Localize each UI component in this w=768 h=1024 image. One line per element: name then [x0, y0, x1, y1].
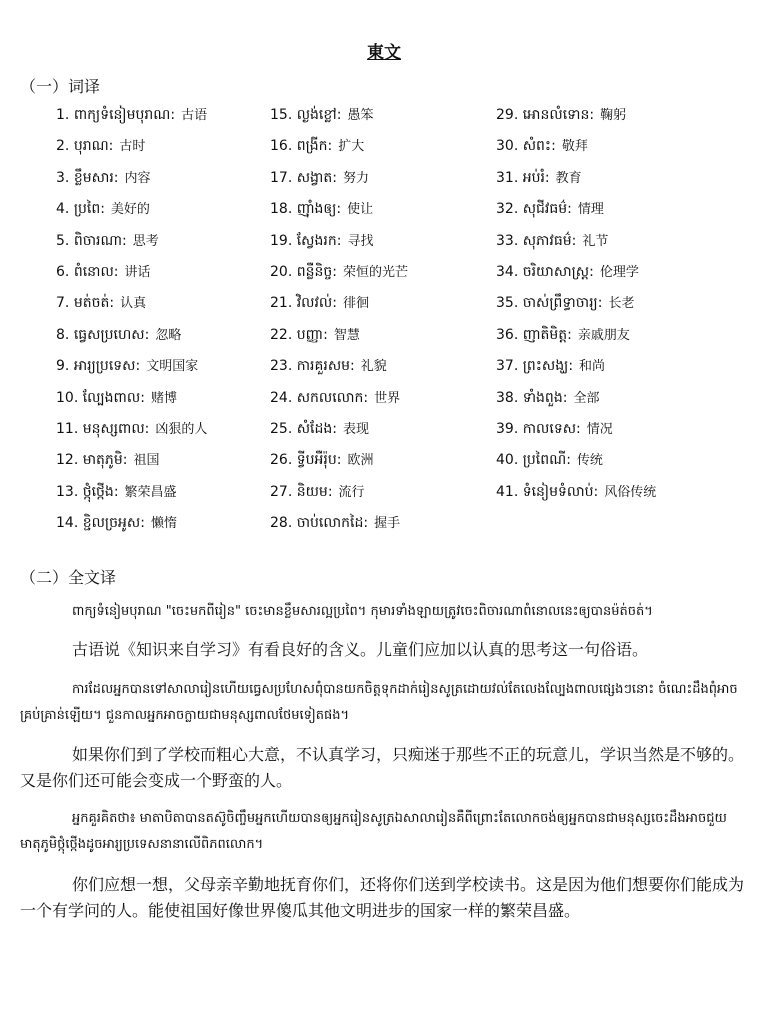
vocabulary-number: 11. [56, 420, 79, 437]
vocabulary-item [496, 131, 656, 162]
vocabulary-khmer-term: អារ្យប្រទេស: [73, 358, 141, 375]
vocabulary-chinese-translation: 讲话 [124, 264, 151, 280]
vocabulary-khmer-term: សំដែង: [296, 420, 337, 437]
vocabulary-item [496, 414, 656, 445]
vocabulary-number: 25. [270, 420, 293, 437]
vocabulary-chinese-translation: 扩大 [338, 139, 365, 155]
vocabulary-number: 39. [496, 420, 519, 437]
vocabulary-chinese-translation: 凶狠的人 [155, 421, 208, 437]
vocabulary-number: 22. [270, 326, 293, 343]
vocabulary-number: 24. [270, 389, 293, 406]
vocabulary-item [270, 257, 408, 288]
vocabulary-khmer-term: ថ្កុំថ្កើង: [82, 483, 119, 500]
vocabulary-item [496, 100, 656, 131]
vocabulary-item [496, 194, 656, 225]
vocabulary-chinese-translation: 欧洲 [347, 453, 374, 469]
vocabulary-item [56, 257, 207, 288]
vocabulary-khmer-term: ធ្វេសប្រហេស: [73, 326, 150, 343]
vocabulary-chinese-translation: 认真 [120, 296, 147, 312]
vocabulary-chinese-translation: 流行 [338, 484, 365, 500]
vocabulary-number: 40. [496, 452, 519, 469]
vocabulary-item [270, 100, 408, 131]
vocabulary-khmer-term: ព្រះសង្ឃ: [522, 358, 574, 375]
vocabulary-number: 7. [56, 295, 70, 312]
vocabulary-khmer-term: ចរិយាសាស្ត្រ: [522, 263, 594, 280]
vocabulary-chinese-translation: 赌博 [150, 390, 177, 406]
vocabulary-number: 32. [496, 201, 519, 218]
vocabulary-item [270, 194, 408, 225]
vocabulary-chinese-translation: 徘徊 [342, 296, 369, 312]
vocabulary-item [270, 226, 408, 257]
vocabulary-chinese-translation: 祖国 [133, 453, 160, 469]
vocabulary-khmer-term: ញ៉ាំងឲ្យ: [296, 201, 342, 218]
vocabulary-number: 21. [270, 295, 293, 312]
vocabulary-number: 29. [496, 107, 519, 123]
vocabulary-number: 35. [496, 295, 519, 312]
vocabulary-khmer-term: បញ្ញា: [296, 326, 328, 343]
vocabulary-khmer-term: បុរាណ: [73, 138, 114, 155]
vocabulary-number: 23. [270, 358, 293, 375]
vocabulary-number: 27. [270, 483, 293, 500]
vocabulary-number: 8. [56, 326, 70, 343]
vocabulary-item [496, 383, 656, 414]
vocabulary-khmer-term: ទំនៀមទំលាប់: [522, 483, 599, 500]
vocabulary-item [56, 194, 207, 225]
vocabulary-item [270, 351, 408, 382]
vocabulary-chinese-translation: 美好的 [110, 202, 150, 218]
vocabulary-column-2 [270, 100, 408, 539]
vocabulary-chinese-translation: 使让 [347, 202, 374, 218]
vocabulary-chinese-translation: 世界 [374, 390, 401, 406]
vocabulary-number: 9. [56, 358, 70, 375]
vocabulary-chinese-translation: 伦理学 [599, 264, 639, 280]
vocabulary-column-3 [496, 100, 656, 508]
vocabulary-khmer-term: ខ្ជិលច្រអូស: [82, 515, 145, 532]
vocabulary-column-1 [56, 100, 207, 539]
vocabulary-chinese-translation: 古时 [119, 139, 146, 155]
vocabulary-number: 13. [56, 483, 79, 500]
vocabulary-chinese-translation: 文明国家 [146, 359, 199, 375]
vocabulary-chinese-translation: 情理 [577, 202, 604, 218]
vocabulary-khmer-term: ទ្វីបអឺរ៉ុប: [296, 452, 342, 469]
vocabulary-chinese-translation: 繁荣昌盛 [124, 484, 177, 500]
vocabulary-item [270, 131, 408, 162]
vocabulary-khmer-term: ប្រពៃណី: [522, 452, 571, 469]
vocabulary-item [56, 226, 207, 257]
vocabulary-khmer-term: ចាស់ព្រឹទ្ធាចារ្យ: [522, 295, 603, 312]
vocabulary-number: 1. [56, 107, 70, 123]
vocabulary-chinese-translation: 礼貌 [360, 359, 387, 375]
vocabulary-chinese-translation: 寻找 [347, 233, 374, 249]
vocabulary-chinese-translation: 传统 [576, 453, 603, 469]
vocabulary-number: 18. [270, 201, 293, 218]
vocabulary-item [496, 288, 656, 319]
vocabulary-khmer-term: ប្រពៃ: [73, 201, 105, 218]
vocabulary-number: 14. [56, 515, 79, 532]
vocabulary-chinese-translation: 情况 [586, 421, 613, 437]
vocabulary-chinese-translation: 握手 [374, 516, 401, 532]
vocabulary-item [496, 163, 656, 194]
vocabulary-chinese-translation: 和尚 [579, 359, 606, 375]
vocabulary-item [56, 320, 207, 351]
vocabulary-number: 31. [496, 169, 519, 186]
vocabulary-khmer-term: ទាំងពួង: [522, 389, 568, 406]
paragraph-khmer-2: ការដែលអ្នកបានទៅសាលារៀនហើយធ្វេសប្រហែសពុំបានយកចិត្តទុកដាក់រៀនសូត្រដោយវល់តែលេងល្បែងពាលផ្សេងៗនោះ ចំណេះដឹងពុំអាចគ្រប់គ្រាន់ឡើយ។ ជួនកាលអ្នកអាចក្លាយជាមនុស្សពាលថែមទៀតផង។ [20, 682, 738, 723]
vocabulary-chinese-translation: 努力 [342, 170, 369, 186]
vocabulary-khmer-term: ញាតិមិត្ត: [522, 326, 572, 343]
paragraph-chinese-3: 你们应想一想，父母亲辛勤地抚育你们，还将你们送到学校读书。这是因为他们想要你们能成为一个有学问的人。能使祖国好像世界傻瓜其他文明进步的国家一样的繁荣昌盛。 [20, 875, 745, 920]
vocabulary-number: 38. [496, 389, 519, 406]
vocabulary-item [270, 383, 408, 414]
vocabulary-khmer-term: សុភាវធម៌: [522, 232, 577, 249]
vocabulary-khmer-term: ពិចារណា: [73, 232, 127, 249]
vocabulary-number: 16. [270, 138, 293, 155]
vocabulary-item [56, 383, 207, 414]
vocabulary-khmer-term: សុជីវធម៌: [522, 201, 572, 218]
vocabulary-khmer-term: ការគួរសម: [296, 358, 355, 375]
vocabulary-item [56, 100, 207, 131]
vocabulary-khmer-term: ពង្រីក: [296, 138, 333, 155]
vocabulary-chinese-translation: 亲戚朋友 [577, 327, 630, 343]
vocabulary-number: 19. [270, 232, 293, 249]
vocabulary-item [56, 351, 207, 382]
vocabulary-number: 2. [56, 138, 70, 155]
paragraph-khmer-3: អ្នកគួរគិតថា៖ មាតាបិតាបានតស៊ូចិញ្ចឹមអ្នកហើយបានឲ្យអ្នករៀនសូត្រឯសាលារៀនគឺពីព្រោះតែលោកចង់ឲ្យអ្នកបានជាមនុស្សចេះដឹងអាចជួយមាតុភូមិថ្កុំថ្កើងដូចអារ្យប្រទេសនានាលើពិភពលោក។ [20, 811, 727, 852]
vocabulary-number: 37. [496, 358, 519, 375]
vocabulary-chinese-translation: 教育 [555, 170, 582, 186]
vocabulary-item [270, 414, 408, 445]
vocabulary-chinese-translation: 内容 [124, 170, 151, 186]
vocabulary-item [496, 320, 656, 351]
vocabulary-item [56, 477, 207, 508]
vocabulary-chinese-translation: 懒惰 [150, 516, 177, 532]
vocabulary-item [496, 445, 656, 476]
vocabulary-khmer-term: វិលវល់: [296, 295, 337, 312]
vocabulary-number: 30. [496, 138, 519, 155]
vocabulary-number: 34. [496, 263, 519, 280]
vocabulary-item [56, 414, 207, 445]
vocabulary-khmer-term: ខ្លឹមសារ: [73, 169, 119, 186]
vocabulary-khmer-term: សំពះ: [522, 138, 556, 155]
vocabulary-number: 20. [270, 263, 293, 280]
vocabulary-number: 12. [56, 452, 79, 469]
vocabulary-khmer-term: អប់រំ: [522, 169, 550, 186]
paragraph-chinese-2: 如果你们到了学校而粗心大意，不认真学习，只痴迷于那些不正的玩意儿，学识当然是不够的。又是你们还可能会变成一个野蛮的人。 [20, 745, 745, 790]
vocabulary-chinese-translation: 智慧 [333, 327, 360, 343]
vocabulary-number: 10. [56, 389, 79, 406]
vocabulary-number: 6. [56, 263, 70, 280]
vocabulary-number: 15. [270, 107, 293, 123]
vocabulary-number: 5. [56, 232, 70, 249]
vocabulary-item [56, 288, 207, 319]
vocabulary-list [56, 100, 756, 540]
vocabulary-chinese-translation: 风俗传统 [604, 484, 657, 500]
vocabulary-number: 3. [56, 169, 70, 186]
vocabulary-chinese-translation: 鞠躬 [600, 108, 627, 123]
vocabulary-item [270, 477, 408, 508]
vocabulary-khmer-term: អោនលំទោន: [522, 107, 595, 123]
vocabulary-number: 28. [270, 515, 293, 532]
vocabulary-chinese-translation: 全部 [573, 390, 600, 406]
document-title: 東文 [367, 43, 401, 63]
vocabulary-chinese-translation: 礼节 [582, 233, 609, 249]
vocabulary-khmer-term: សង្វាត: [296, 169, 337, 186]
vocabulary-khmer-term: ពាក្យទំនៀមបុរាណ: [73, 107, 176, 123]
vocabulary-item [56, 131, 207, 162]
vocabulary-item [496, 477, 656, 508]
vocabulary-number: 33. [496, 232, 519, 249]
vocabulary-number: 4. [56, 201, 70, 218]
vocabulary-item [270, 163, 408, 194]
paragraph-khmer-1: ពាក្យទំនៀមបុរាណ "ចេះមកពីរៀន" ចេះមានខ្លឹមសារល្អប្រពៃ។ កុមារទាំងឡាយត្រូវចេះពិចារណាពំនោលនេះឲ្យបានម៉ត់ចត់។ [72, 604, 653, 619]
vocabulary-chinese-translation: 表现 [342, 421, 369, 437]
vocabulary-chinese-translation: 长老 [608, 296, 635, 312]
vocabulary-item [496, 351, 656, 382]
vocabulary-khmer-term: ពំនោល: [73, 263, 119, 280]
vocabulary-khmer-term: ពន្លឺនិច្ច: [296, 263, 337, 280]
vocabulary-item [56, 445, 207, 476]
vocabulary-item [56, 508, 207, 539]
vocabulary-item [496, 257, 656, 288]
vocabulary-item [270, 288, 408, 319]
vocabulary-khmer-term: កាលទេស: [522, 420, 581, 437]
vocabulary-item [496, 226, 656, 257]
vocabulary-chinese-translation: 古语 [181, 108, 208, 123]
vocabulary-item [270, 508, 408, 539]
vocabulary-item [270, 320, 408, 351]
vocabulary-number: 41. [496, 483, 519, 500]
vocabulary-khmer-term: ល្បែងពាល: [82, 389, 145, 406]
vocabulary-khmer-term: ល្ងង់ខ្លៅ: [296, 107, 342, 123]
section-heading-full-translation: （二）全文译 [20, 568, 117, 587]
vocabulary-khmer-term: ចាប់លោកដៃ: [296, 515, 369, 532]
paragraph-chinese-1: 古语说《知识来自学习》有看良好的含义。儿童们应加以认真的思考这一句俗语。 [72, 640, 649, 659]
vocabulary-number: 17. [270, 169, 293, 186]
vocabulary-khmer-term: ស្វែងរក: [296, 232, 342, 249]
vocabulary-khmer-term: មត់ចត់: [73, 295, 115, 312]
section-heading-vocabulary: （一）词译 [20, 77, 101, 96]
vocabulary-khmer-term: មាតុភូមិ: [82, 452, 128, 469]
vocabulary-chinese-translation: 荣恒的光芒 [342, 264, 408, 280]
vocabulary-item [270, 445, 408, 476]
vocabulary-chinese-translation: 忽略 [155, 327, 182, 343]
vocabulary-khmer-term: និយម: [296, 483, 333, 500]
vocabulary-number: 26. [270, 452, 293, 469]
vocabulary-chinese-translation: 思考 [132, 233, 159, 249]
vocabulary-khmer-term: សកលលោក: [296, 389, 369, 406]
vocabulary-chinese-translation: 敬拜 [561, 139, 588, 155]
vocabulary-chinese-translation: 愚笨 [347, 108, 374, 123]
vocabulary-item [56, 163, 207, 194]
vocabulary-number: 36. [496, 326, 519, 343]
vocabulary-khmer-term: មនុស្សពាល: [82, 420, 150, 437]
